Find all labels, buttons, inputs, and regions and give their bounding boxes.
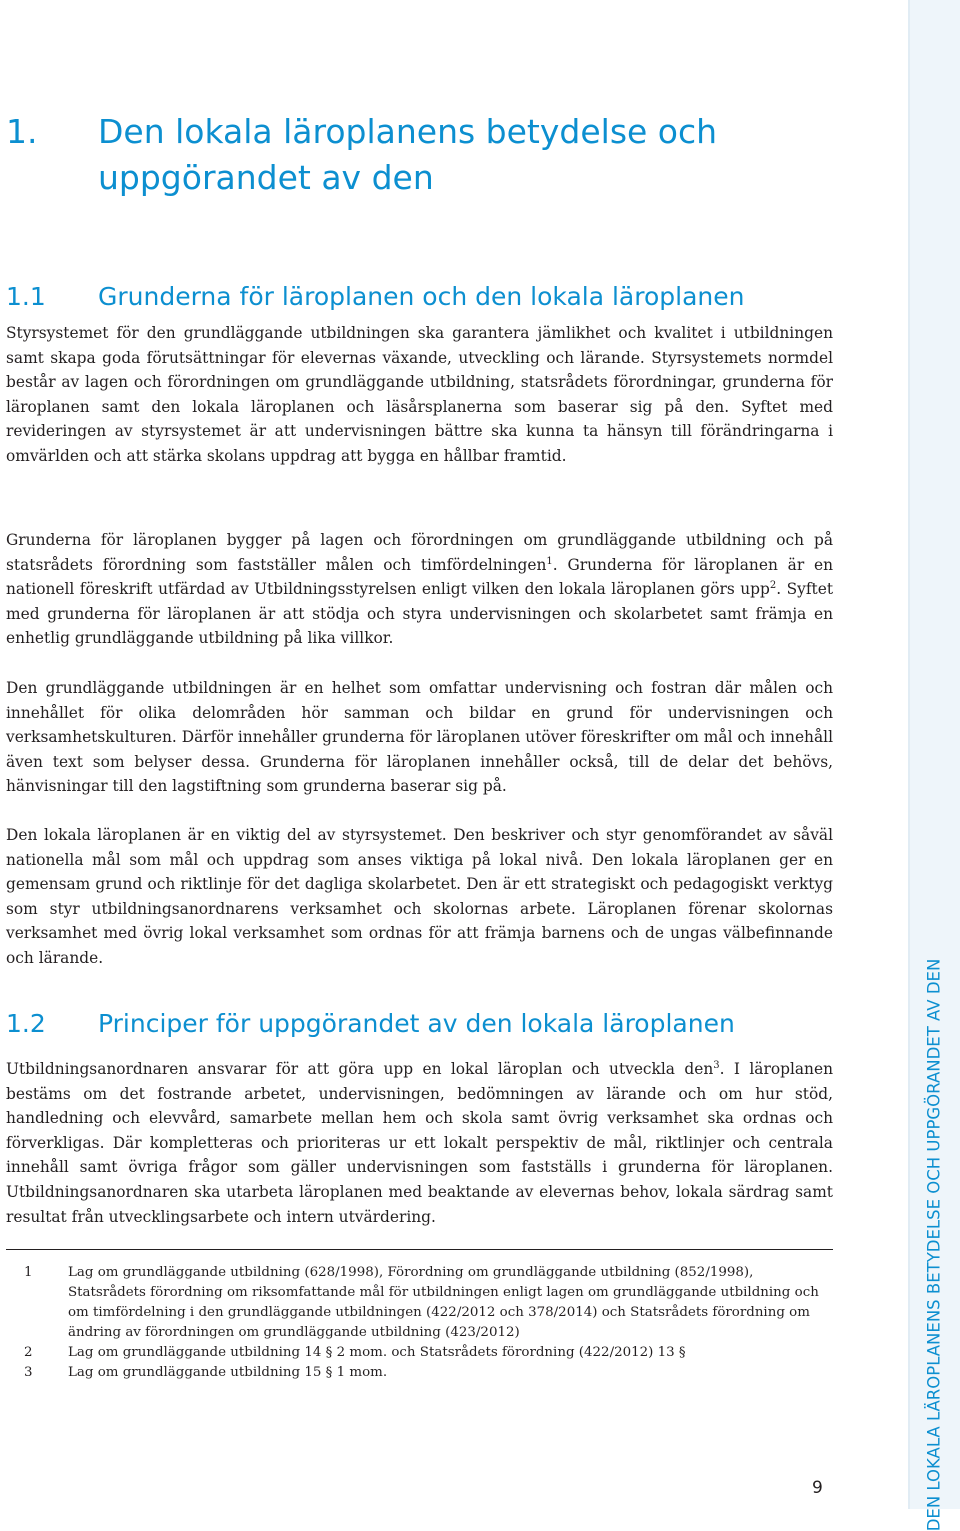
page-number: 9 [812,1478,823,1498]
footnote-divider [6,1249,833,1250]
paragraph-text: . Grunderna för läroplanen är en nationell föreskrift utfärdad av Utbildningsstyrelsen enligt vilken den lokala läroplanen görs upp [6,555,834,599]
paragraph-styrsystemet: Styrsystemet för den grundläggande utbildningen ska garantera jämlikhet och kvalitet i utbildningen samt skapa goda förutsättningar för elevernas växande, utveckling och lärande. Styrsystemets normdel består av lagen och förordningen om grundläggande utbildning, statsrådets förordningar, grunderna för läroplanen samt den lokala läroplanen och läsårsplanerna som baserar sig på den. Syftet med revideringen av styrsystemet är att undervisningen bättre ska kunna ta hänsyn till förändringarna i omvärlden och att stärka skolans uppdrag att bygga en hållbar framtid. [6,324,833,465]
paragraph-utbildningsanordnaren [6,1057,833,1229]
chapter-number: 1. [6,112,38,151]
section-title: Principer för uppgörandet av den lokala läroplanen [98,1009,735,1038]
footnote-text: Lag om grundläggande utbildning (628/1998), Förordning om grundläggande utbildning (852/1998), Statsrådets förordning om riksomfattande mål för utbildningen enligt lagen om grundläggande utbildning och om timfördelning i den grundläggande utbildningen (422/2012 och 378/2014) och Statsrådets förordning om ändring av förordningen om grundläggande utbildning (423/2012) [68,1265,819,1340]
footnote-text: Lag om grundläggande utbildning 14 § 2 mom. och Statsrådets förordning (422/2012) 13 § [68,1345,686,1360]
running-header-vertical: DEN LOKALA LÄROPLANENS BETYDELSE OCH UPPGÖRANDET AV DEN [924,958,944,1531]
paragraph-text: . Syftet med grunderna för läroplanen är att stödja och styra undervisningen och skolarbetet samt främja en enhetlig grundläggande utbildning på lika villkor. [6,580,834,648]
paragraph-text: Grunderna för läroplanen bygger på lagen och förordningen om grundläggande utbildning och på statsrådets förordning som fastställer målen och timfördelningen [6,531,833,574]
footnote-number: 2 [24,1345,33,1360]
footnote-3 [6,1363,833,1383]
footnote-ref-2[interactable]: 2 [769,580,777,592]
section-heading-1-1 [6,280,866,314]
footnote-ref-1[interactable]: 1 [546,555,553,567]
footnote-text: Lag om grundläggande utbildning 15 § 1 mom. [68,1365,388,1380]
paragraph-lokala-laroplanen: Den lokala läroplanen är en viktig del av styrsystemet. Den beskriver och styr genomförandet av såväl nationella mål som mål och uppdrag som anses viktiga på lokal nivå. Den lokala läroplanen ger en gemensam grund och riktlinje för det dagliga skolarbetet. Den är ett strategiskt och pedagogiskt verktyg som styr utbildningsanordnarens verksamhet och skolornas arbete. Läroplanen förenar skolornas verksamhet med övrig lokal verksamhet som ordnas för att främja barnens och de ungas välbefinnande och lärande. [6,826,833,967]
side-bar-divider [908,0,910,1509]
footnote-ref-3[interactable]: 3 [713,1060,720,1071]
paragraph-helhet: Den grundläggande utbildningen är en helhet som omfattar undervisning och fostran där målen och innehållet för olika delområden hör samman och bildar en grund för undervisningen och verksamhetskulturen. Därför innehåller grunderna för läroplanen utöver föreskrifter om mål och innehåll även text som belyser dessa. Grunderna för läroplanen innehåller också, till de delar det behövs, hänvisningar till den lagstiftning som grunderna baserar sig på. [6,679,833,796]
section-number: 1.1 [6,282,46,311]
chapter-heading [6,109,866,201]
footnote-2 [6,1343,833,1363]
chapter-title: Den lokala läroplanens betydelse och uppgörandet av den [98,112,718,197]
section-title: Grunderna för läroplanen och den lokala läroplanen [98,282,745,311]
footnotes [6,1263,833,1383]
paragraph-text: . I läroplanen bestäms om det fostrande arbetet, undervisningen, bedömningen av lärande och om hur stöd, handledning och elevvård, samarbete mellan hem och skola samt övrig verksamhet ska ordnas och förverkligas. Där kompletteras och prioriteras ur ett lokalt perspektiv de mål, riktlinjer och centrala innehåll samt övriga frågor som gäller undervisningen som fastställs i grunderna för läroplanen. Utbildningsanordnaren ska utarbeta läroplanen med beaktande av elevernas behov, lokala särdrag samt resultat från utvecklingsarbete och intern utvärdering. [6,1060,833,1226]
section-number: 1.2 [6,1009,46,1038]
paragraph-grunderna [6,528,833,651]
section-heading-1-2 [6,1007,866,1041]
footnote-number: 1 [24,1265,33,1280]
footnote-number: 3 [24,1365,33,1380]
paragraph-text: Utbildningsanordnaren ansvarar för att göra upp en lokal läroplan och utveckla den [6,1060,714,1078]
footnote-1 [6,1263,833,1343]
